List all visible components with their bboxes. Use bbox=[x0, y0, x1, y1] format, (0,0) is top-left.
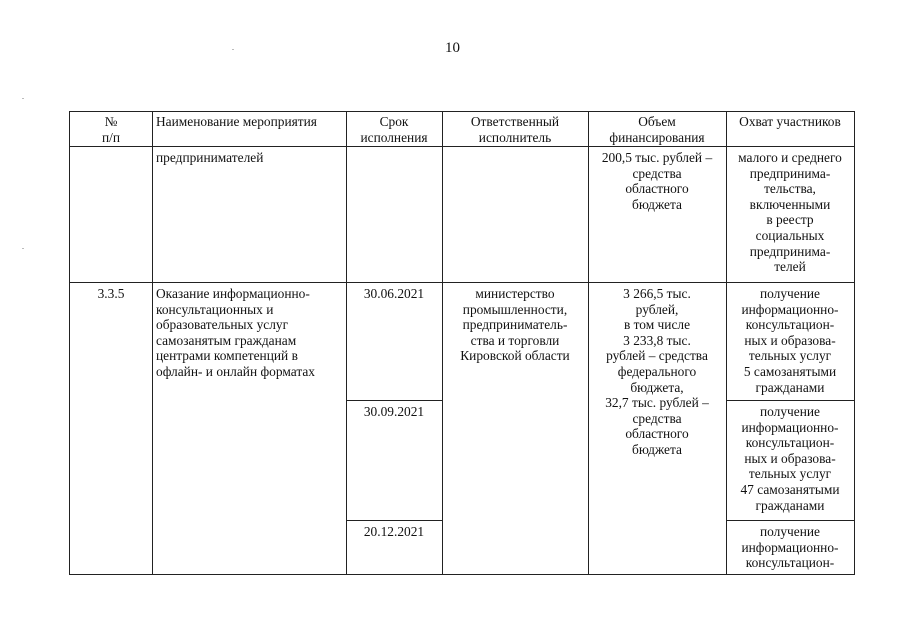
header-responsible-cell bbox=[442, 112, 588, 146]
financing-line: рублей, bbox=[635, 301, 679, 317]
deadline-date: 30.09.2021 bbox=[363, 404, 425, 419]
financing-line: средства bbox=[632, 410, 682, 426]
header-coverage: Охват участников bbox=[739, 114, 841, 129]
coverage-line: тельства, bbox=[764, 181, 816, 197]
financing-line: в том числе bbox=[623, 317, 691, 333]
responsible-line: промышленности, bbox=[462, 301, 568, 317]
table-rule bbox=[69, 146, 855, 147]
table-rule bbox=[726, 111, 727, 575]
coverage-line: включенными bbox=[749, 196, 831, 212]
coverage-line: тельных услуг bbox=[748, 348, 832, 364]
header-financing-cell bbox=[588, 112, 726, 146]
table-rule bbox=[69, 282, 855, 283]
deadline-date: 20.12.2021 bbox=[363, 524, 425, 539]
header-deadline-cell bbox=[346, 112, 442, 146]
table-rule bbox=[588, 111, 589, 575]
financing-line: рублей – средства bbox=[606, 348, 708, 364]
table-rule bbox=[442, 111, 443, 575]
name-line: центрами компетенций в bbox=[156, 348, 298, 364]
coverage-line: телей bbox=[774, 259, 806, 275]
header-deadline-line2: исполнения bbox=[360, 129, 428, 145]
name-line: образовательных услуг bbox=[156, 317, 289, 333]
financing-line: областного bbox=[625, 426, 689, 442]
name-line: самозанятым гражданам bbox=[156, 332, 297, 348]
header-number-line1: № bbox=[104, 114, 118, 129]
row-number-cell bbox=[70, 284, 152, 304]
responsible-line: ства и торговли bbox=[470, 332, 560, 348]
coverage-line: предпринима- bbox=[749, 243, 831, 259]
coverage-line: социальных bbox=[755, 227, 825, 243]
subrow-3-deadline-cell bbox=[346, 522, 442, 542]
coverage-line: предпринима- bbox=[749, 165, 831, 181]
continuation-name-cell bbox=[152, 148, 346, 168]
financing-line: областного bbox=[625, 181, 689, 197]
coverage-line: тельных услуг bbox=[748, 466, 832, 482]
header-financing-line2: финансирования bbox=[609, 129, 705, 145]
header-number-line2: п/п bbox=[101, 129, 121, 145]
scan-mark bbox=[22, 248, 24, 249]
subrow-3-coverage-cell bbox=[726, 522, 854, 573]
row-number: 3.3.5 bbox=[97, 286, 125, 301]
name-line: Оказание информационно- bbox=[156, 286, 310, 301]
header-responsible-line1: Ответственный bbox=[470, 114, 560, 129]
table-rule bbox=[346, 400, 443, 401]
table-rule bbox=[726, 400, 855, 401]
subrow-2-coverage-cell bbox=[726, 402, 854, 515]
table-rule bbox=[69, 574, 855, 575]
financing-line: 200,5 тыс. рублей – bbox=[601, 150, 713, 165]
table-rule bbox=[69, 111, 855, 112]
financing-line: бюджета bbox=[632, 441, 682, 457]
name-line: офлайн- и онлайн форматах bbox=[156, 363, 315, 379]
continuation-financing-cell bbox=[588, 148, 726, 214]
coverage-line: 5 самозанятыми bbox=[743, 363, 837, 379]
header-name: Наименование мероприятия bbox=[156, 114, 317, 129]
scan-mark bbox=[232, 49, 234, 50]
coverage-line: 47 самозанятыми bbox=[740, 481, 840, 497]
subrow-2-deadline-cell bbox=[346, 402, 442, 422]
row-name-cell bbox=[152, 284, 346, 382]
coverage-line: информационно- bbox=[741, 419, 839, 435]
table-rule bbox=[346, 111, 347, 575]
page-number: 10 bbox=[445, 40, 460, 56]
header-deadline-line1: Срок bbox=[379, 114, 409, 129]
row-financing-cell bbox=[588, 284, 726, 460]
coverage-line: получение bbox=[759, 524, 821, 539]
coverage-line: получение bbox=[759, 286, 821, 301]
coverage-line: ных и образова- bbox=[744, 450, 836, 466]
table-rule bbox=[69, 111, 70, 575]
coverage-line: гражданами bbox=[755, 379, 825, 395]
coverage-line: ных и образова- bbox=[744, 332, 836, 348]
name-line: консультационных и bbox=[156, 301, 274, 317]
table-rule bbox=[854, 111, 855, 575]
responsible-line: Кировской области bbox=[460, 348, 570, 364]
coverage-line: гражданами bbox=[755, 497, 825, 513]
subrow-1-coverage-cell bbox=[726, 284, 854, 397]
coverage-line: консультацион- bbox=[745, 555, 835, 571]
financing-line: федерального bbox=[617, 363, 697, 379]
continuation-name-line: предпринимателей bbox=[156, 150, 264, 165]
deadline-date: 30.06.2021 bbox=[363, 286, 425, 301]
coverage-line: в реестр bbox=[766, 212, 814, 228]
table-rule bbox=[346, 520, 443, 521]
coverage-line: информационно- bbox=[741, 539, 839, 555]
header-responsible-line2: исполнитель bbox=[478, 129, 552, 145]
header-coverage-cell bbox=[726, 112, 854, 146]
financing-line: средства bbox=[632, 165, 682, 181]
financing-line: бюджета, bbox=[630, 379, 684, 395]
coverage-line: консультацион- bbox=[745, 317, 835, 333]
row-responsible-cell bbox=[442, 284, 588, 366]
financing-line: 3 233,8 тыс. bbox=[623, 332, 691, 348]
header-name-cell bbox=[152, 112, 346, 146]
financing-line: бюджета bbox=[632, 196, 682, 212]
coverage-line: получение bbox=[759, 404, 821, 419]
table-rule bbox=[152, 111, 153, 575]
financing-line: 3 266,5 тыс. bbox=[623, 286, 691, 301]
responsible-line: министерство bbox=[475, 286, 555, 301]
scan-mark bbox=[22, 98, 24, 99]
coverage-line: консультацион- bbox=[745, 435, 835, 451]
header-financing-line1: Объем bbox=[638, 114, 676, 129]
coverage-line: информационно- bbox=[741, 301, 839, 317]
continuation-coverage-cell bbox=[726, 148, 854, 277]
subrow-1-deadline-cell bbox=[346, 284, 442, 304]
responsible-line: предприниматель- bbox=[462, 317, 568, 333]
coverage-line: малого и среднего bbox=[738, 150, 842, 165]
financing-line: 32,7 тыс. рублей – bbox=[605, 395, 709, 411]
table-rule bbox=[726, 520, 855, 521]
header-number-cell bbox=[70, 112, 152, 146]
